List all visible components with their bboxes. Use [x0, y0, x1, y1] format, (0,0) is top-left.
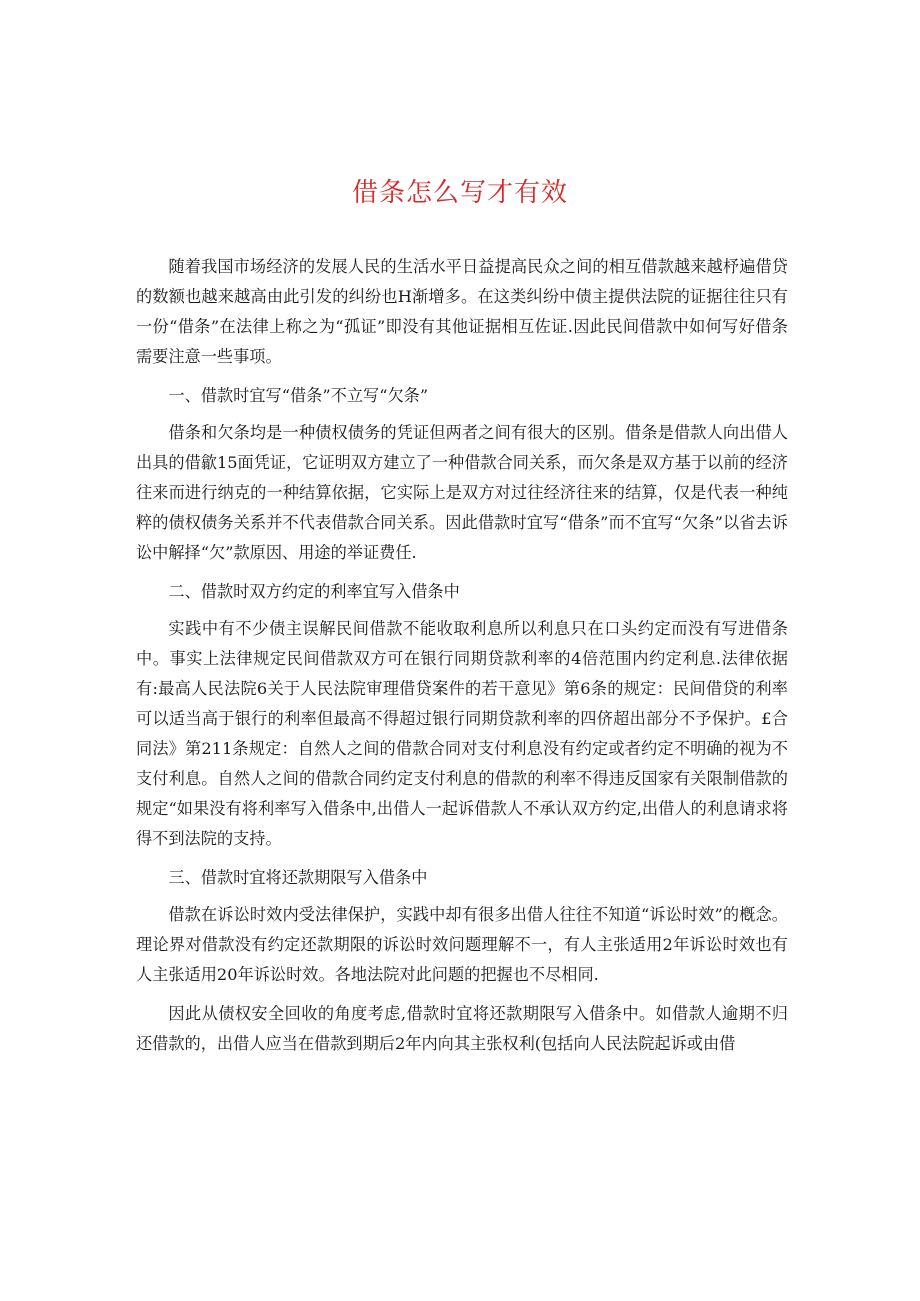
- section-3-paragraph-1: 借款在诉讼时效内受法律保护，实践中却有很多出借人往往不知道“诉讼时效”的槪念。理论界对借款没有约定还款期限的诉讼时效问题理解不一，有人主张适用2年诉讼时效也有人主张适用20年诉讼时效。各地法院对此问题的把握也不尽相同.: [136, 905, 788, 984]
- section-2-paragraph-1: 实践中有不少债主误解民间借款不能收取利息所以利息只在口头约定而没有写进借条中。事实上法律规定民间借款双方可在银行同期贷款利率的4倍范围内约定利息.法律依据有:最高人民法院6关于人民法院审理借贷案件的若干意见》第6条的规定：民间借贷的利率可以适当高于银行的利率但最高不得超过银行同期贷款利率的四侪超出部分不予保护。£合同法》第211条规定：自然人之间的借款合同对支付利息没有约定或者约定不明确的视为不支付利息。自然人之间的借款合同约定支付利息的借款的利率不得违反国家有关限制借款的规定“如果没有将利率写入借条中,出借人一起诉借款人不承认双方约定,出借人的利息请求将得不到法院的支持。: [136, 619, 788, 848]
- section-1-heading: 一、借款时宜写“借条”不立写“欠条”: [168, 386, 429, 405]
- document-body: [136, 252, 788, 1059]
- section-1-paragraph-1: 借条和欠条均是一种债权债务的凭证但两者之间有很大的区别。借条是借款人向出借人出具的借歙15面凭证，它证明双方建立了一种借款合同关系，而欠条是双方基于以前的经济往来而进行纳克的一种结算依据，它实际上是双方对过往经济往来的结算，仅是代表一种纯粹的债权债务关系并不代表借款合同关系。因此借款时宜写“借条”而不宜写“欠条”以省去诉讼中解择“欠”款原因、用途的举证费任.: [136, 423, 788, 562]
- section-2-heading: 二、借款时双方约定的利率宜写入借条中: [168, 582, 460, 601]
- section-3-heading: 三、借款时宜将还款期限写入借条中: [168, 868, 428, 887]
- section-3-paragraph-2: 因此从债权安全回收的角度考虑,借款时宜将还款期限写入借条中。如借款人逾期不归还借款的，出借人应当在借款到期后2年内向其主张权利(包括向人民法院起诉或由借: [136, 1004, 788, 1053]
- document-title: 借条怎么写才有效: [351, 178, 568, 208]
- intro-paragraph: 随着我国市场经济的发展人民的生活水平日益提高民众之间的相互借款越来越杼遍借贷的数额也越来越高由此引发的纠纷也H渐增多。在这类纠纷中债主提供法院的证据往往只有一份“借条”在法律上称之为“孤证”即没有其他证据相互佐证.因此民间借款中如何写好借条需要注意一些事项。: [136, 257, 788, 366]
